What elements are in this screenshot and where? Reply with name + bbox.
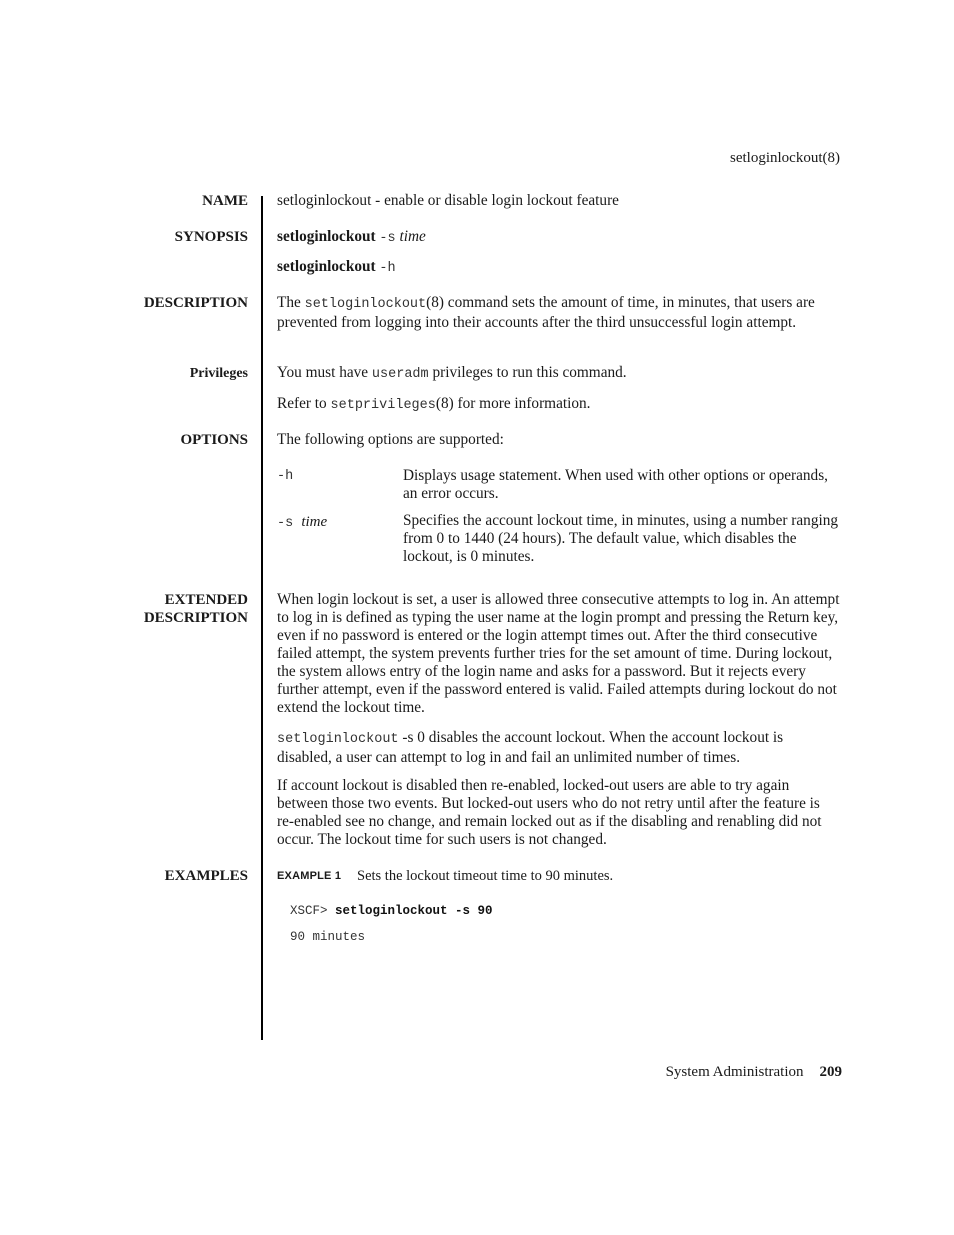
section-divider-rule	[261, 196, 263, 1040]
synopsis-line-1	[277, 228, 840, 248]
option-argument: time	[301, 514, 328, 530]
section-label-privileges: Privileges	[189, 366, 248, 381]
section-label-description: DESCRIPTION	[143, 295, 248, 311]
command-reference: setloginlockout	[277, 732, 399, 747]
shell-prompt: XSCF>	[290, 904, 328, 918]
command-reference: setloginlockout	[304, 297, 427, 312]
synopsis-command: setloginlockout	[277, 258, 376, 275]
description-text: The setloginlockout(8) command sets the amount of time, in minutes, that users are prevented from logging into their accounts after the third unsuccessful login attempt.	[277, 294, 815, 331]
section-label-synopsis: SYNOPSIS	[174, 229, 248, 245]
extended-paragraph-2: setloginlockout -s 0 disables the account lockout. When the account lockout is disabled, a user can attempt to log in and fail an unlimited number of times.	[277, 729, 784, 766]
section-label-examples: EXAMPLES	[164, 868, 248, 884]
example-output: 90 minutes	[290, 930, 366, 944]
section-label-name: NAME	[202, 193, 248, 209]
page-number: 209	[819, 1064, 842, 1080]
section-label-options: OPTIONS	[180, 432, 248, 448]
options-intro: The following options are supported:	[277, 431, 504, 448]
synopsis-flag: -h	[379, 261, 396, 276]
option-flag: -h	[277, 469, 294, 484]
name-text: setloginlockout - enable or disable login lockout feature	[277, 192, 619, 209]
option-description: Displays usage statement. When used with other options or operands, an error occurs.	[403, 467, 828, 502]
running-head: setloginlockout(8)	[730, 150, 840, 166]
synopsis-argument: time	[399, 228, 426, 245]
synopsis-line-2	[277, 258, 840, 278]
command-reference: setprivileges	[330, 398, 436, 413]
synopsis-command: setloginlockout	[277, 228, 376, 245]
example-label: EXAMPLE 1	[277, 870, 342, 882]
page-footer	[666, 1064, 842, 1081]
option-description: Specifies the account lockout time, in minutes, using a number ranging from 0 to 1440 (24 hours). The default value, which disables the lockout, is 0 minutes.	[403, 512, 839, 565]
privilege-name: useradm	[371, 367, 429, 382]
section-label-extended-description: EXTENDED DESCRIPTION	[143, 592, 248, 626]
privileges-paragraph-1: You must have useradm privileges to run this command.	[277, 364, 627, 382]
extended-paragraph-1: When login lockout is set, a user is allowed three consecutive attempts to log in. An attempt to log in is defined as typing the user name at the login prompt and pressing the Return key, even if no password is entered or the login attempt times out. After the third consecutive failed attempt, the system prevents further tries for the set amount of time. During lockout, the system allows entry of the login name and asks for a password. But it rejects every further attempt, even if the password entered is valid. Failed attempts during lockout do not extend the lockout time.	[277, 591, 840, 716]
extended-paragraph-3: If account lockout is disabled then re-enabled, locked-out users are able to try again between those two events. But locked-out users who do not retry until after the feature is re-enabled see no change, and remain locked out as if the disabling and renabling did not occur. The lockout time for such users is not changed.	[277, 777, 822, 848]
example-caption: Sets the lockout timeout time to 90 minutes.	[357, 868, 614, 884]
example-command-line	[290, 904, 493, 918]
footer-section-title: System Administration	[665, 1064, 804, 1080]
option-flag: -s time	[277, 514, 328, 531]
privileges-paragraph-2: Refer to setprivileges(8) for more information.	[277, 395, 591, 413]
synopsis-flag: -s	[379, 231, 396, 246]
example-command: setloginlockout -s 90	[335, 904, 493, 918]
